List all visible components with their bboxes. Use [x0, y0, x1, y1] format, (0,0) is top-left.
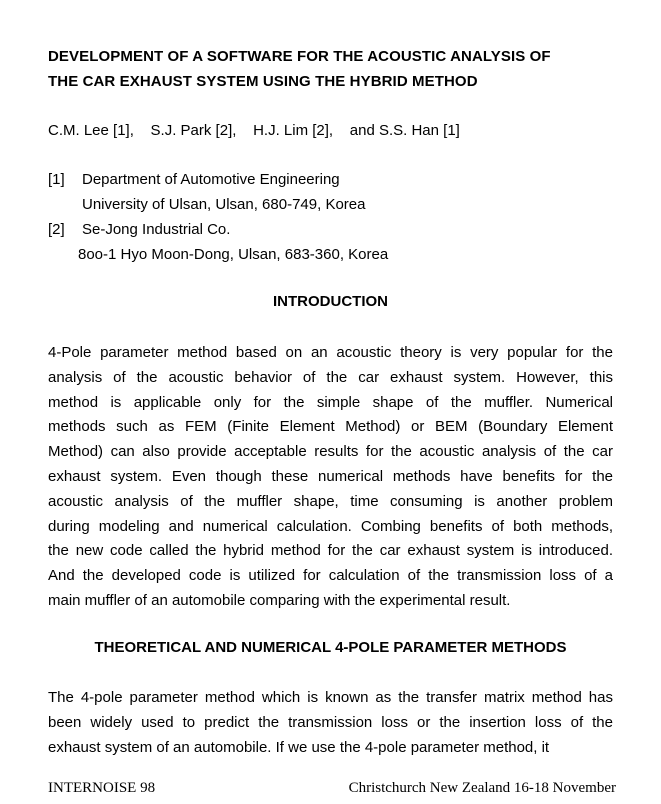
paragraph-line: And the developed code is utilized for calculation of the transmission loss of a	[48, 567, 613, 585]
paragraph-line: been widely used to predict the transmission loss or the insertion loss of the	[48, 713, 613, 731]
title-line-2: THE CAR EXHAUST SYSTEM USING THE HYBRID METHOD	[48, 73, 478, 90]
paragraph-line: exhaust system of an automobile. If we use the 4-pole parameter method, it	[48, 738, 550, 756]
paragraph-line: 4-Pole parameter method based on an acoustic theory is very popular for the	[48, 344, 613, 361]
introduction-paragraph	[48, 341, 613, 614]
paragraph-line: main muffler of an automobile comparing with the experimental result.	[48, 591, 511, 609]
author-list: C.M. Lee [1], S.J. Park [2], H.J. Lim [2], and S.S. Han [1]	[48, 122, 460, 139]
paragraph-line: The 4-pole parameter method which is known as the transfer matrix method has	[48, 689, 613, 706]
affiliation-number: [2]	[48, 221, 65, 238]
affiliation-text: Se-Jong Industrial Co.	[82, 221, 231, 238]
section-heading-introduction: INTRODUCTION	[273, 293, 388, 310]
affiliation-number: [1]	[48, 171, 65, 188]
paragraph-line: acoustic analysis of the muffler shape, time consuming is another problem	[48, 492, 613, 510]
paragraph-line: methods such as FEM (Finite Element Method) or BEM (Boundary Element	[48, 418, 613, 436]
paper-title	[48, 44, 620, 94]
paragraph-line: Method) can also provide acceptable results for the acoustic analysis of the car	[48, 443, 613, 461]
paragraph-line: the new code called the hybrid method for the car exhaust system is introduced.	[48, 542, 613, 560]
section-heading-theory: THEORETICAL AND NUMERICAL 4-POLE PARAMETER METHODS	[94, 639, 567, 656]
paragraph-line: exhaust system. Even though these numerical methods have benefits for the	[48, 467, 613, 485]
affiliation-text: 8oo-1 Hyo Moon-Dong, Ulsan, 683-360, Korea	[78, 246, 389, 263]
title-line-1: DEVELOPMENT OF A SOFTWARE FOR THE ACOUSTIC ANALYSIS OF	[48, 48, 551, 65]
paragraph-line: during modeling and numerical calculation. Combing benefits of both methods,	[48, 517, 613, 535]
paragraph-line: analysis of the acoustic behavior of the car exhaust system. However, this	[48, 368, 613, 386]
footer-conference: INTERNOISE 98	[48, 780, 156, 796]
affiliation-text: University of Ulsan, Ulsan, 680-749, Korea	[82, 196, 366, 213]
footer-location-date: Christchurch New Zealand 16-18 November	[348, 780, 616, 796]
paragraph-line: method is applicable only for the simple shape of the muffler. Numerical	[48, 393, 613, 411]
theory-paragraph	[48, 686, 613, 760]
affiliation-text: Department of Automotive Engineering	[82, 171, 340, 188]
